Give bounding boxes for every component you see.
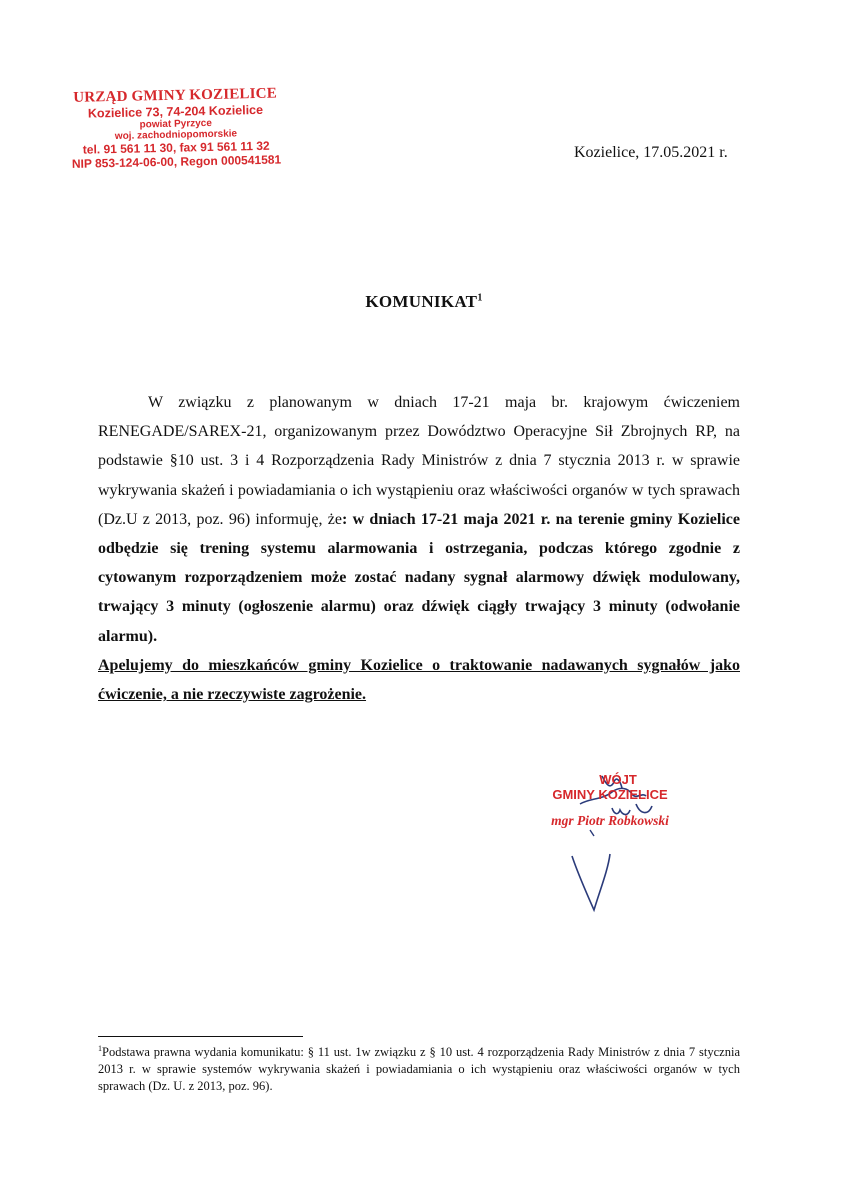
office-stamp (66, 85, 286, 171)
stamp-phone-fax: tel. 91 561 11 30, fax 91 561 11 32 (82, 138, 270, 157)
footnote (98, 1044, 740, 1095)
appeal-paragraph: Apelujemy do mieszkańców gminy Kozielice o traktowanie nadawanych sygnałów jako ćwiczenie, a nie rzeczywiste zagrożenie. (98, 656, 740, 704)
stamp-ids: NIP 853-124-06-00, Regon 000541581 (71, 152, 282, 171)
document-title: KOMUNIKAT (365, 292, 478, 311)
paragraph-intro: W związku z planowanym w dniach 17-21 maja br. krajowym ćwiczeniem RENEGADE/SAREX-21, organizowanym przez Dowództwo Operacyjne Sił Zbrojnych RP, na podstawie §10 ust. 3 i 4 Rozporządzenia Rady Ministrów z dnia 7 stycznia 2013 r. w sprawie wykrywania skażeń i powiadamiania o ich wystąpieniu oraz właściwości organów w tych sprawach (Dz.U z 2013, poz. 96) informuję, że (98, 394, 740, 528)
title-footnote-mark: 1 (477, 292, 483, 304)
footnote-mark: 1 (98, 1043, 102, 1053)
footnote-text: Podstawa prawna wydania komunikatu: § 11 ust. 1w związku z § 10 ust. 4 rozporządzenia Rady Ministrów z dnia 7 stycznia 2013 r. w sprawie systemów wykrywania skażeń i powiadamiania o ich wystąpieniu oraz właściwości organów w tych sprawach (Dz. U. z 2013, poz. 96). (98, 1045, 740, 1093)
signature-block (500, 772, 720, 831)
signature-name: mgr Piotr Robkowski (551, 813, 669, 828)
document-date: Kozielice, 17.05.2021 r. (574, 144, 728, 161)
signature-office: GMINY KOZIELICE (552, 787, 668, 802)
footnote-divider (98, 1036, 303, 1037)
paragraph-bold: : w dniach 17-21 maja 2021 r. na terenie gminy Kozielice odbędzie się trening systemu alarmowania i ostrzegania, podczas którego zgodnie z cytowanym rozporządzeniem może zostać nadany sygnał alarmowy dźwięk modulowany, trwający 3 minuty (ogłoszenie alarmu) oraz dźwięk ciągły trwający 3 minuty (odwołanie alarmu). (98, 510, 740, 645)
signature-title: WÓJT (599, 772, 637, 787)
stamp-title: URZĄD GMINY KOZIELICE (73, 85, 278, 106)
stamp-address: Kozielice 73, 74-204 Kozielice (87, 102, 264, 121)
stamp-county: powiat Pyrzyce (139, 117, 212, 131)
document-body (98, 388, 740, 709)
document-title-wrap (0, 292, 848, 312)
stamp-voivodeship: woj. zachodniopomorskie (114, 128, 238, 142)
main-paragraph (98, 388, 740, 651)
